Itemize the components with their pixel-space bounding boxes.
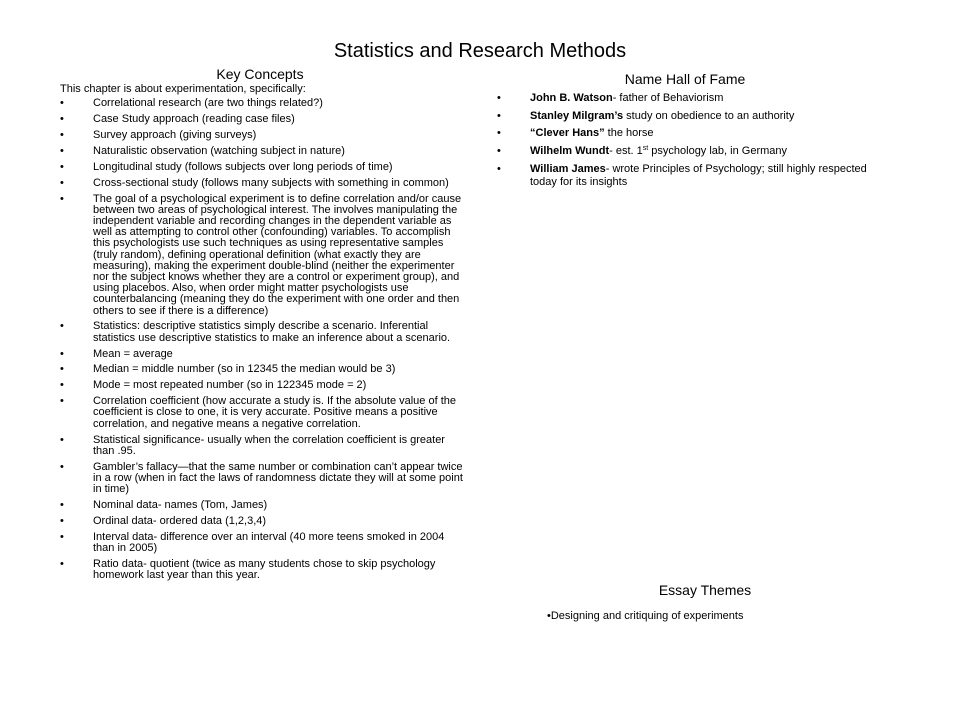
essay-theme-text: Designing and critiquing of experiments: [550, 610, 744, 622]
key-concept-item: [60, 194, 464, 317]
bullet-icon: •: [60, 128, 64, 141]
hall-of-fame-item: [497, 110, 887, 123]
key-concept-item: [60, 396, 464, 430]
key-concept-text: Ratio data- quotient (twice as many students chose to skip psychology homework last year than this year.: [93, 557, 436, 581]
key-concept-item: [60, 500, 464, 511]
key-concept-item: [60, 516, 464, 527]
key-concept-text: Survey approach (giving surveys): [93, 128, 257, 141]
hall-of-fame-item: [497, 163, 887, 189]
key-concept-text: The goal of a psychological experiment is to define correlation and/or cause between two areas of psychological interest. The involves manipulating the independent variable and recording changes in the dependent variable as well as attempting to control other (confounding) variables. To accomplish this psychologists use such techniques as using representative samples (truly random), defining operational definition (what exactly they are measuring), making the experiment double-blind (neither the experimenter nor the subject knows whether they are a control or experiment group), and using placebos. Also, when order might matter psychologists use counterbalancing (meaning they do the experiment with one order and then others to see if there is a difference): [93, 192, 462, 317]
key-concept-item: [60, 435, 464, 457]
bullet-icon: •: [60, 144, 64, 157]
slide-title: Statistics and Research Methods: [333, 40, 627, 62]
hall-of-fame-heading: Name Hall of Fame: [624, 71, 746, 87]
bullet-icon: •: [60, 379, 64, 392]
key-concepts-section: [60, 84, 464, 586]
key-concept-text: Cross-sectional study (follows many subjects with something in common): [93, 176, 449, 189]
person-name: “Clever Hans”: [530, 127, 605, 140]
person-description-cont: psychology lab, in Germany: [648, 145, 788, 158]
key-concept-item: [60, 364, 464, 375]
essay-themes-section: [547, 610, 743, 623]
key-concept-item: [60, 162, 464, 173]
bullet-icon: •: [60, 530, 64, 543]
bullet-icon: •: [60, 176, 64, 189]
person-description: the horse: [604, 127, 654, 140]
person-description: - father of Behaviorism: [612, 92, 724, 104]
person-description: - est. 1: [609, 145, 643, 158]
person-name: John B. Watson: [530, 92, 613, 104]
person-description: study on obedience to an authority: [623, 109, 795, 122]
bullet-icon: •: [497, 92, 501, 104]
key-concept-item: [60, 321, 464, 343]
key-concept-item: [60, 178, 464, 189]
bullet-icon: •: [497, 109, 501, 122]
hall-of-fame-item: [497, 145, 887, 158]
key-concept-text: Ordinal data- ordered data (1,2,3,4): [93, 514, 267, 527]
key-concept-item: [60, 130, 464, 141]
key-concept-text: Correlation coefficient (how accurate a study is. If the absolute value of the coefficient is close to one, it is very accurate. Positive means a positive correlation, and negative means a negative correlation.: [93, 395, 456, 430]
key-concept-text: Mean = average: [93, 347, 173, 360]
person-name: Wilhelm Wundt: [530, 145, 610, 158]
key-concept-text: Longitudinal study (follows subjects over long periods of time): [93, 160, 393, 173]
bullet-icon: •: [60, 395, 64, 408]
key-concept-item: [60, 146, 464, 157]
key-concept-text: Case Study approach (reading case files): [93, 113, 295, 126]
bullet-icon: •: [60, 320, 64, 333]
key-concept-item: [60, 98, 464, 109]
key-concept-text: Interval data- difference over an interval (40 more teens smoked in 2004 than in 2005): [93, 530, 445, 554]
key-concept-item: [60, 380, 464, 391]
key-concept-text: Gambler’s fallacy—that the same number or combination can’t appear twice in a row (when in fact the laws of randomness dictate they will at some point in time): [93, 460, 463, 496]
bullet-icon: •: [60, 557, 64, 570]
bullet-icon: •: [60, 514, 64, 527]
key-concept-item: [60, 114, 464, 125]
bullet-icon: •: [60, 113, 64, 126]
key-concept-text: Naturalistic observation (watching subject in nature): [93, 144, 345, 157]
key-concepts-intro: This chapter is about experimentation, specifically:: [60, 83, 306, 95]
hall-of-fame-list: [497, 92, 887, 189]
bullet-icon: •: [60, 433, 64, 446]
hall-of-fame-item: [497, 127, 887, 140]
key-concept-text: Median = middle number (so in 12345 the median would be 3): [93, 363, 396, 376]
key-concept-text: Correlational research (are two things related?): [93, 97, 323, 110]
key-concept-text: Statistics: descriptive statistics simply describe a scenario. Inferential statistics use descriptive statistics to make an inference about a scenario.: [93, 320, 451, 344]
ordinal-suffix: st: [642, 145, 649, 153]
bullet-icon: •: [60, 160, 64, 173]
key-concept-text: Mode = most repeated number (so in 122345 mode = 2): [93, 379, 367, 392]
bullet-icon: •: [60, 347, 64, 360]
hall-of-fame-item: [497, 92, 887, 105]
person-name: William James: [530, 162, 606, 175]
essay-themes-heading: Essay Themes: [658, 582, 752, 598]
bullet-icon: •: [60, 498, 64, 511]
person-name: Stanley Milgram’s: [530, 109, 624, 122]
key-concept-item: [60, 559, 464, 581]
key-concept-text: Nominal data- names (Tom, James): [93, 498, 268, 511]
bullet-icon: •: [60, 192, 64, 205]
bullet-icon: •: [60, 363, 64, 376]
essay-theme-item: [547, 610, 743, 623]
bullet-icon: •: [497, 145, 501, 158]
bullet-icon: •: [60, 460, 64, 473]
hall-of-fame-section: [497, 92, 887, 193]
bullet-icon: •: [547, 610, 551, 622]
key-concept-text: Statistical significance- usually when the correlation coefficient is greater than .95.: [93, 433, 445, 457]
essay-themes-list: [547, 610, 743, 623]
key-concept-item: [60, 462, 464, 496]
person-description: - wrote Principles of Psychology; still highly respected today for its insights: [530, 162, 867, 188]
key-concepts-heading: Key Concepts: [216, 66, 304, 82]
key-concepts-list: [60, 98, 464, 581]
key-concept-item: [60, 349, 464, 360]
bullet-icon: •: [60, 97, 64, 110]
bullet-icon: •: [497, 127, 501, 140]
key-concept-item: [60, 532, 464, 554]
bullet-icon: •: [497, 162, 501, 175]
